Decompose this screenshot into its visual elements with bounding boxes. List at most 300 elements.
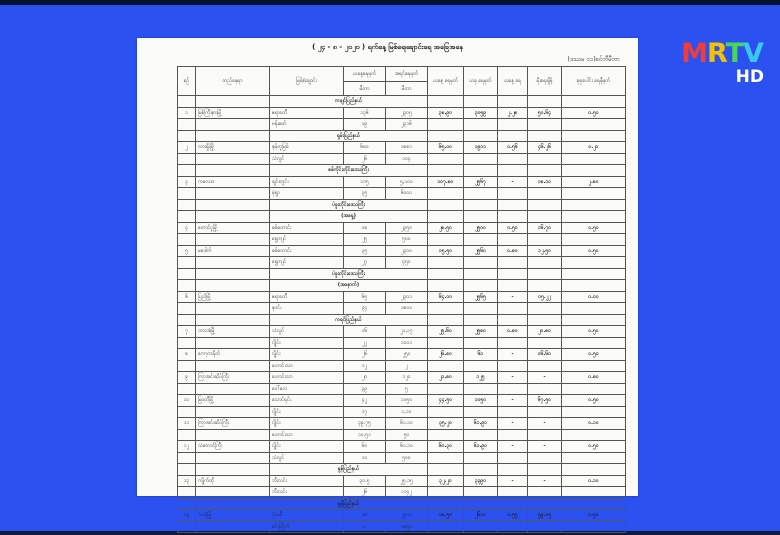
table-cell: ၀.၂၀	[562, 142, 626, 154]
section-blank	[178, 165, 196, 177]
table-cell: ၄၅၀	[386, 257, 428, 269]
table-cell: ၀.၁၀	[562, 418, 626, 430]
table-cell	[464, 487, 498, 499]
section-blank	[562, 280, 626, 292]
section-label: (အရှေ့)	[270, 211, 428, 223]
table-cell	[498, 406, 528, 418]
table-cell	[196, 188, 270, 200]
table-cell: ၈	[178, 349, 196, 361]
table-cell: ၂၆၁၀	[464, 510, 498, 522]
table-row	[178, 418, 626, 430]
table-cell	[428, 257, 464, 269]
table-cell: မဒေါက်	[196, 245, 270, 257]
table-cell: -	[498, 291, 528, 303]
table-cell: ၅၀၀	[386, 234, 428, 246]
table-cell: ၆၈၀	[344, 142, 386, 154]
table-cell: ၂၀.၈၀	[528, 326, 562, 338]
section-blank	[464, 268, 498, 280]
table-cell: -	[498, 441, 528, 453]
table-cell	[178, 360, 196, 372]
table-cell: ၁၂၀	[386, 372, 428, 384]
section-blank	[196, 464, 270, 476]
section-blank	[464, 280, 498, 292]
section-blank	[562, 314, 626, 326]
table-cell: ၂၅.၆၀	[428, 326, 464, 338]
table-cell	[498, 303, 528, 315]
table-cell	[498, 153, 528, 165]
section-blank	[562, 199, 626, 211]
table-cell	[528, 234, 562, 246]
table-cell: စစ်တောင်း	[270, 245, 344, 257]
table-cell: ၆၁.၁၀	[386, 441, 428, 453]
table-cell	[528, 429, 562, 441]
table-cell: ၂၆.၈၀	[428, 349, 464, 361]
table-cell: ၀၅.၂၂	[528, 291, 562, 303]
table-cell	[196, 360, 270, 372]
table-body	[178, 96, 626, 533]
header-cell: မြစ်/ချောင်း	[270, 67, 344, 96]
table-cell: ၁၀၅၀	[386, 395, 428, 407]
table-cell: ၀.၀၀	[562, 291, 626, 303]
table-cell: ၀.၅၆	[498, 142, 528, 154]
table-cell: ကျိုက်ထို	[196, 475, 270, 487]
table-cell: ၂၃၀၁	[386, 291, 428, 303]
table-cell: ၁၃	[178, 475, 196, 487]
header-cell: ယနေ့ ရေ	[498, 67, 528, 96]
table-cell	[178, 452, 196, 464]
section-blank	[464, 130, 498, 142]
table-cell: ဘီးလင်း	[270, 475, 344, 487]
section-label: ကရင်ပြည်နယ်	[270, 314, 428, 326]
table-cell: ဘီးလင်း	[270, 487, 344, 499]
section-blank	[464, 199, 498, 211]
table-cell: ၂၆	[344, 349, 386, 361]
table-cell: ၂၃၀၅	[386, 107, 428, 119]
table-header-row	[178, 67, 626, 82]
table-cell: တောင်ငူမြို့	[196, 222, 270, 234]
table-cell: ၃၈.၉၀	[428, 107, 464, 119]
table-cell	[464, 303, 498, 315]
table-section-row	[178, 96, 626, 108]
table-cell: ဒုံသမီ	[270, 510, 344, 522]
table-cell	[428, 383, 464, 395]
table-cell: ဗန်းမော်	[270, 119, 344, 131]
table-cell: ၄၄.၅၀	[428, 395, 464, 407]
table-cell: -	[528, 372, 562, 384]
table-cell: ၁၀၄	[386, 153, 428, 165]
table-cell	[428, 337, 464, 349]
section-blank	[528, 280, 562, 292]
table-cell: ၃၉.၇၅	[344, 418, 386, 430]
table-section-row	[178, 211, 626, 223]
table-cell	[528, 257, 562, 269]
table-row	[178, 349, 626, 361]
section-blank	[178, 199, 196, 211]
section-blank	[464, 96, 498, 108]
section-blank	[528, 211, 562, 223]
table-cell: သောင်ရင်း	[270, 395, 344, 407]
section-blank	[528, 498, 562, 510]
table-cell: ရွှေကျင်	[270, 234, 344, 246]
table-cell: ၀.၈၀	[498, 326, 528, 338]
table-row	[178, 395, 626, 407]
table-cell	[428, 452, 464, 464]
table-cell	[562, 188, 626, 200]
table-cell: ၀.၅၀	[562, 326, 626, 338]
table-cell: ၇	[178, 326, 196, 338]
table-cell	[562, 257, 626, 269]
table-cell: ၆၅	[344, 291, 386, 303]
section-label: စစ်ကိုင်းတိုင်းဒေသကြီး	[270, 165, 428, 177]
table-cell: ၀.၅၀	[562, 441, 626, 453]
table-cell	[196, 487, 270, 499]
table-cell: -	[528, 475, 562, 487]
table-cell	[464, 406, 498, 418]
table-cell: မြစ်ကြီးနားမြို့	[196, 107, 270, 119]
table-cell	[178, 487, 196, 499]
table-cell: ၆၀.၃၀	[428, 441, 464, 453]
section-blank	[562, 211, 626, 223]
section-blank	[428, 96, 464, 108]
table-cell: ၁၈	[344, 510, 386, 522]
table-cell	[196, 429, 270, 441]
table-section-row	[178, 130, 626, 142]
table-cell: ၅၀	[386, 429, 428, 441]
table-cell: ၀.၅၀	[562, 510, 626, 522]
section-label: မွန်ပြည်နယ်	[270, 464, 428, 476]
table-cell: ၂၂	[344, 337, 386, 349]
table-cell	[562, 337, 626, 349]
table-cell: ပြည်မြို့	[196, 291, 270, 303]
table-cell: ၁၁၅	[344, 176, 386, 188]
table-cell	[528, 303, 562, 315]
section-blank	[498, 130, 528, 142]
table-cell: ၆၀	[344, 441, 386, 453]
section-blank	[428, 280, 464, 292]
table-row	[178, 153, 626, 165]
table-cell: ၁၈၈၁	[386, 142, 428, 154]
table-cell: ၄၂	[344, 395, 386, 407]
table-cell	[464, 119, 498, 131]
table-cell	[562, 521, 626, 533]
table-cell	[464, 521, 498, 533]
table-cell: ၂၁,၁၇	[386, 326, 428, 338]
table-cell: ၁၉၁၁	[464, 142, 498, 154]
table-cell	[464, 188, 498, 200]
table-cell: ၁၉	[344, 119, 386, 131]
header-cell: စဉ်	[178, 67, 196, 96]
section-blank	[196, 199, 270, 211]
table-cell: -	[498, 475, 528, 487]
table-cell: ဂျိုင်း	[270, 441, 344, 453]
table-cell	[498, 337, 528, 349]
header-cell: အရင်ရေမှတ်	[386, 67, 428, 82]
table-cell: ၆၁.၉၀	[464, 418, 498, 430]
table-cell: ၆၄.၀၀	[428, 291, 464, 303]
table-cell: ၄	[178, 222, 196, 234]
table-cell: ၂၅၆၅	[464, 291, 498, 303]
table-cell	[196, 303, 270, 315]
table-section-row	[178, 199, 626, 211]
table-section-row	[178, 314, 626, 326]
table-row	[178, 176, 626, 188]
header-cell: မိုးရေချိန်	[528, 67, 562, 96]
table-cell: ၀.၈၀	[498, 245, 528, 257]
table-section-row	[178, 498, 626, 510]
table-cell: ၂၅	[344, 234, 386, 246]
table-cell	[178, 119, 196, 131]
table-cell: ၁၀	[344, 452, 386, 464]
table-cell	[498, 257, 528, 269]
table-cell	[178, 188, 196, 200]
table-cell: ၀.၅၀	[562, 245, 626, 257]
mrtv-wordmark: MRTV	[681, 38, 763, 69]
table-cell: ၂၁.၈၀	[428, 372, 464, 384]
table-cell: -	[528, 441, 562, 453]
table-cell	[528, 188, 562, 200]
table-cell: ၁၇	[344, 406, 386, 418]
table-cell: -	[498, 418, 528, 430]
section-blank	[498, 199, 528, 211]
table-cell: ဇင်းကြိုက်	[270, 521, 344, 533]
table-cell	[428, 521, 464, 533]
table-cell: ၁၃၆	[344, 107, 386, 119]
table-cell: ၁၅.၅၀	[428, 245, 464, 257]
section-blank	[428, 498, 464, 510]
table-row	[178, 107, 626, 119]
table-cell	[196, 521, 270, 533]
section-blank	[196, 280, 270, 292]
section-blank	[464, 211, 498, 223]
table-cell: ချင်းတွင်း	[270, 176, 344, 188]
table-cell: ၂၅၆၇	[464, 176, 498, 188]
table-cell	[528, 337, 562, 349]
table-cell	[464, 383, 498, 395]
header-cell: တည်နေရာ	[196, 67, 270, 96]
section-blank	[196, 130, 270, 142]
document-paper	[137, 38, 638, 530]
table-cell: ၃၉	[344, 383, 386, 395]
table-cell: ၁၀၇.၈၀	[428, 176, 464, 188]
table-row	[178, 360, 626, 372]
table-row	[178, 337, 626, 349]
section-blank	[464, 165, 498, 177]
table-cell: ၃၅	[344, 188, 386, 200]
subheader-cell: မီတာ	[344, 82, 386, 96]
table-cell: ၅၀၀	[386, 452, 428, 464]
table-cell: ၂၇	[344, 257, 386, 269]
section-blank	[498, 280, 528, 292]
table-cell	[562, 234, 626, 246]
table-cell	[428, 360, 464, 372]
table-cell	[562, 360, 626, 372]
table-cell: -	[498, 372, 528, 384]
table-row	[178, 383, 626, 395]
table-cell: ၃၄	[344, 303, 386, 315]
table-cell	[464, 452, 498, 464]
table-cell: ဟောင်းသာ	[270, 372, 344, 384]
section-blank	[428, 130, 464, 142]
table-cell	[178, 406, 196, 418]
table-cell: ၀.၅၀	[562, 395, 626, 407]
section-blank	[464, 314, 498, 326]
table-cell	[562, 406, 626, 418]
section-blank	[528, 199, 562, 211]
section-label: မွန်ပြည်နယ်	[270, 498, 428, 510]
table-cell: ဂျိုင်း	[270, 406, 344, 418]
table-cell: ၂၈.၅၀	[428, 222, 464, 234]
table-cell: သံလွင်	[270, 452, 344, 464]
table-cell: ၃၂.၂၀	[428, 475, 464, 487]
table-row	[178, 452, 626, 464]
table-cell	[196, 452, 270, 464]
table-cell: ရွှေကျင်	[270, 257, 344, 269]
table-cell	[498, 234, 528, 246]
table-cell: ဧရာဝတီ	[270, 291, 344, 303]
table-cell: ၁,၁၀	[386, 406, 428, 418]
section-blank	[562, 130, 626, 142]
table-cell: သံလွင်	[270, 153, 344, 165]
table-cell: ၁၀.၅၁	[344, 429, 386, 441]
section-blank	[178, 280, 196, 292]
table-cell: ဂျိုင်း	[270, 349, 344, 361]
document-unit-note: (ဒဿမ ၀၁)စင်တီမီတာ	[567, 56, 620, 63]
table-cell	[196, 257, 270, 269]
header-cell: ယနေ့ရေမှတ်	[344, 67, 386, 82]
section-blank	[498, 314, 528, 326]
table-cell: ၀.၅၅	[498, 510, 528, 522]
table-cell: မြဝတီမြို့	[196, 395, 270, 407]
table-cell	[428, 153, 464, 165]
section-blank	[498, 268, 528, 280]
section-blank	[196, 165, 270, 177]
section-blank	[178, 96, 196, 108]
section-blank	[178, 268, 196, 280]
table-cell: ၁၆	[344, 326, 386, 338]
table-cell: ၁၂.၅၀	[528, 245, 562, 257]
section-blank	[178, 130, 196, 142]
table-cell: ၂၆	[344, 153, 386, 165]
table-row	[178, 326, 626, 338]
section-blank	[528, 165, 562, 177]
table-cell	[528, 406, 562, 418]
table-cell: ၅	[178, 245, 196, 257]
document-title: ( ၂၄ - ၈ - ၂၀၂၀ ) ရက်နေ့ မြစ်ရေ၊ချောင်းရေ အခြေအနေ	[312, 43, 463, 51]
section-label: ရှမ်းပြည်နယ်	[270, 130, 428, 142]
table-cell: ၂၅၀၀	[464, 222, 498, 234]
table-cell: ၂၅.၁၅	[386, 475, 428, 487]
table-cell: -	[498, 349, 528, 361]
table-cell: မုံရွာ	[270, 188, 344, 200]
hd-label: HD	[735, 67, 764, 87]
table-cell: -	[528, 418, 562, 430]
table-cell: ၁၂	[344, 360, 386, 372]
table-cell	[178, 337, 196, 349]
section-blank	[178, 314, 196, 326]
table-row	[178, 406, 626, 418]
section-blank	[196, 211, 270, 223]
table-section-row	[178, 268, 626, 280]
table-cell: ၄၆.၂၆	[528, 142, 562, 154]
table-row	[178, 234, 626, 246]
table-cell: ၁၀	[178, 395, 196, 407]
section-blank	[498, 96, 528, 108]
table-cell: ၆၁	[464, 349, 498, 361]
table-cell: ၀.၈၀	[562, 372, 626, 384]
section-blank	[528, 268, 562, 280]
table-cell	[562, 153, 626, 165]
table-cell: ၂.၈၀	[562, 176, 626, 188]
table-cell: ၁၀၅၀	[464, 395, 498, 407]
table-cell: ၅,၁၀၀	[386, 176, 428, 188]
table-cell: လားရှိုးမြို့	[196, 142, 270, 154]
table-cell: ၁၈	[344, 222, 386, 234]
table-cell	[528, 360, 562, 372]
table-cell: ၂၆	[344, 487, 386, 499]
section-blank	[428, 268, 464, 280]
table-cell: ဂျိုင်း	[270, 337, 344, 349]
table-cell	[562, 383, 626, 395]
header-cell: စုစုပေါင်း ရေနီမှတ်	[562, 67, 626, 96]
table-cell	[178, 234, 196, 246]
table-cell: နဝင်း	[270, 303, 344, 315]
table-cell	[196, 234, 270, 246]
section-blank	[498, 165, 528, 177]
table-row	[178, 475, 626, 487]
table-cell	[428, 487, 464, 499]
table-cell: ၀.၅၀	[562, 222, 626, 234]
table-cell: ၃	[178, 176, 196, 188]
table-cell	[428, 429, 464, 441]
table-cell	[528, 383, 562, 395]
table-cell: ၉	[178, 372, 196, 384]
table-row	[178, 521, 626, 533]
table-cell: ၁၆.၇၀	[528, 222, 562, 234]
header-cell: ယနေ့ ရေမှတ်	[428, 67, 464, 96]
table-cell: ၀.၅၀	[562, 107, 626, 119]
table-row	[178, 257, 626, 269]
table-row	[178, 142, 626, 154]
section-blank	[498, 464, 528, 476]
table-cell: ဘားအံမြို့	[196, 326, 270, 338]
table-cell: ဟောင်းသာ	[270, 360, 344, 372]
table-cell: ဝေါ်လေ	[270, 383, 344, 395]
section-blank	[498, 211, 528, 223]
table-cell: ၁၈.၁၀	[528, 176, 562, 188]
section-blank	[428, 464, 464, 476]
table-cell: ၅၉.၁၅	[528, 510, 562, 522]
table-cell: ၁၈၀၀	[386, 303, 428, 315]
table-cell: ၂၅၈၀	[464, 326, 498, 338]
table-cell	[498, 188, 528, 200]
table-section-row	[178, 165, 626, 177]
table-cell: ၂၀	[344, 372, 386, 384]
subheader-cell: မီတာ	[386, 82, 428, 96]
table-cell: ၂.၂၈	[498, 107, 528, 119]
table-cell: ၃၀.၅	[344, 475, 386, 487]
table-cell	[528, 153, 562, 165]
table-cell: ကြာအင်းဆိပ်ကြီး	[196, 372, 270, 384]
table-cell: သထုံမြို့	[196, 510, 270, 522]
table-cell	[178, 383, 196, 395]
table-row	[178, 303, 626, 315]
table-row	[178, 291, 626, 303]
table-cell	[178, 429, 196, 441]
section-label: ပဲခူးတိုင်းဒေသကြီး	[270, 268, 428, 280]
section-blank	[562, 464, 626, 476]
table-cell: ၀.၁၀	[562, 475, 626, 487]
table-cell: ၂၃၅၀	[386, 222, 428, 234]
